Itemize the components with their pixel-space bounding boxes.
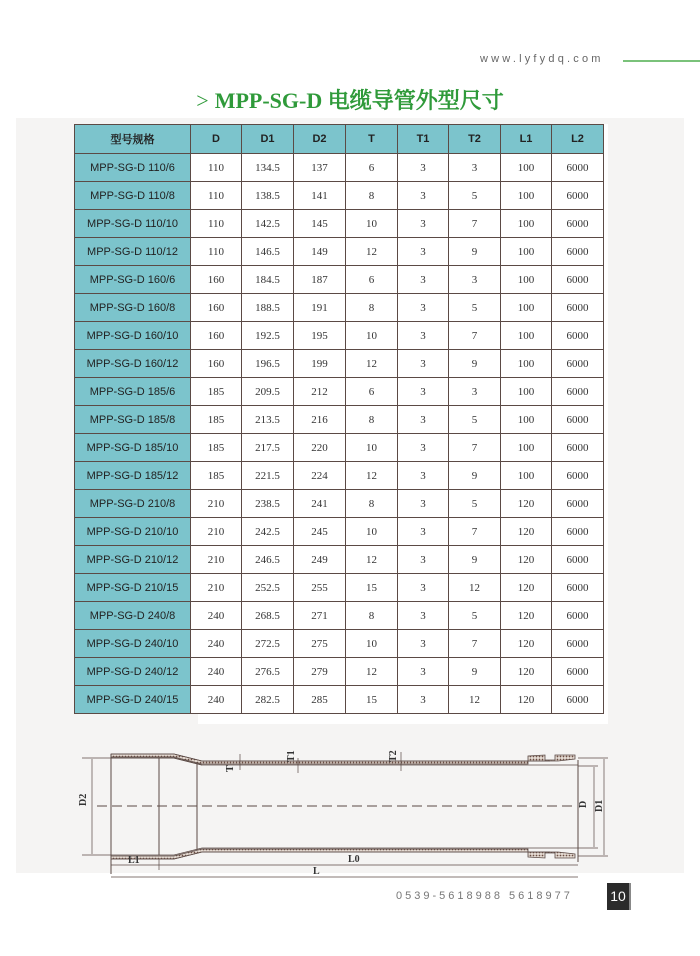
table-row — [75, 378, 604, 406]
value-cell: 3 — [398, 518, 449, 546]
column-header: D2 — [294, 125, 346, 154]
value-cell: 145 — [294, 210, 346, 238]
value-cell: 160 — [191, 350, 242, 378]
model-cell: MPP-SG-D 210/15 — [75, 574, 191, 602]
label-t: T — [225, 765, 236, 772]
value-cell: 8 — [346, 294, 398, 322]
page-title — [0, 84, 700, 115]
column-header: T — [346, 125, 398, 154]
model-cell: MPP-SG-D 160/8 — [75, 294, 191, 322]
model-cell: MPP-SG-D 240/8 — [75, 602, 191, 630]
value-cell: 120 — [501, 518, 552, 546]
value-cell: 110 — [191, 154, 242, 182]
model-cell: MPP-SG-D 185/10 — [75, 434, 191, 462]
value-cell: 7 — [449, 630, 501, 658]
value-cell: 110 — [191, 238, 242, 266]
value-cell: 100 — [501, 322, 552, 350]
model-cell: MPP-SG-D 160/6 — [75, 266, 191, 294]
value-cell: 185 — [191, 406, 242, 434]
value-cell: 3 — [398, 574, 449, 602]
table-row — [75, 434, 604, 462]
dimension-l0 — [159, 854, 578, 865]
table-row — [75, 546, 604, 574]
value-cell: 100 — [501, 378, 552, 406]
value-cell: 134.5 — [242, 154, 294, 182]
table-row — [75, 322, 604, 350]
table-row — [75, 490, 604, 518]
value-cell: 7 — [449, 434, 501, 462]
value-cell: 192.5 — [242, 322, 294, 350]
value-cell: 6000 — [552, 434, 604, 462]
column-header: L1 — [501, 125, 552, 154]
value-cell: 110 — [191, 210, 242, 238]
value-cell: 7 — [449, 322, 501, 350]
value-cell: 5 — [449, 294, 501, 322]
model-cell: MPP-SG-D 210/12 — [75, 546, 191, 574]
value-cell: 137 — [294, 154, 346, 182]
value-cell: 246.5 — [242, 546, 294, 574]
label-t2: T2 — [388, 750, 399, 762]
value-cell: 120 — [501, 574, 552, 602]
value-cell: 100 — [501, 406, 552, 434]
column-header: T2 — [449, 125, 501, 154]
value-cell: 12 — [346, 546, 398, 574]
table-row — [75, 154, 604, 182]
table-header-row — [75, 125, 604, 154]
value-cell: 15 — [346, 574, 398, 602]
value-cell: 10 — [346, 630, 398, 658]
table-row — [75, 350, 604, 378]
table-row — [75, 210, 604, 238]
column-header: D — [191, 125, 242, 154]
value-cell: 195 — [294, 322, 346, 350]
value-cell: 3 — [398, 686, 449, 714]
value-cell: 3 — [398, 490, 449, 518]
value-cell: 10 — [346, 434, 398, 462]
value-cell: 6 — [346, 266, 398, 294]
value-cell: 217.5 — [242, 434, 294, 462]
value-cell: 185 — [191, 434, 242, 462]
label-d2: D2 — [78, 793, 89, 806]
value-cell: 142.5 — [242, 210, 294, 238]
value-cell: 255 — [294, 574, 346, 602]
value-cell: 220 — [294, 434, 346, 462]
value-cell: 160 — [191, 322, 242, 350]
value-cell: 3 — [449, 266, 501, 294]
dimension-l — [111, 866, 578, 877]
value-cell: 199 — [294, 350, 346, 378]
value-cell: 216 — [294, 406, 346, 434]
label-l1: L1 — [128, 855, 140, 866]
value-cell: 6000 — [552, 518, 604, 546]
value-cell: 6000 — [552, 210, 604, 238]
value-cell: 3 — [398, 462, 449, 490]
label-d: D — [578, 800, 589, 808]
value-cell: 5 — [449, 182, 501, 210]
value-cell: 3 — [398, 322, 449, 350]
table-row — [75, 266, 604, 294]
pipe-wall-top — [111, 754, 578, 765]
value-cell: 6000 — [552, 378, 604, 406]
value-cell: 3 — [398, 378, 449, 406]
value-cell: 9 — [449, 238, 501, 266]
table-row — [75, 238, 604, 266]
value-cell: 6000 — [552, 322, 604, 350]
value-cell: 275 — [294, 630, 346, 658]
value-cell: 100 — [501, 462, 552, 490]
value-cell: 238.5 — [242, 490, 294, 518]
value-cell: 3 — [449, 378, 501, 406]
value-cell: 221.5 — [242, 462, 294, 490]
value-cell: 6000 — [552, 154, 604, 182]
model-cell: MPP-SG-D 240/15 — [75, 686, 191, 714]
value-cell: 209.5 — [242, 378, 294, 406]
value-cell: 6000 — [552, 602, 604, 630]
model-cell: MPP-SG-D 185/6 — [75, 378, 191, 406]
model-cell: MPP-SG-D 160/12 — [75, 350, 191, 378]
footer-phone: 0539-5618988 5618977 — [396, 890, 573, 902]
spec-table — [74, 124, 604, 714]
header-accent-line — [623, 60, 700, 62]
page-number: 10 — [607, 883, 631, 910]
table-body — [75, 154, 604, 714]
value-cell: 120 — [501, 490, 552, 518]
value-cell: 3 — [398, 154, 449, 182]
value-cell: 100 — [501, 434, 552, 462]
pipe-dimension-diagram — [70, 740, 610, 880]
value-cell: 10 — [346, 518, 398, 546]
value-cell: 240 — [191, 658, 242, 686]
value-cell: 141 — [294, 182, 346, 210]
model-cell: MPP-SG-D 210/10 — [75, 518, 191, 546]
value-cell: 3 — [398, 350, 449, 378]
value-cell: 282.5 — [242, 686, 294, 714]
table-row — [75, 602, 604, 630]
label-l0: L0 — [348, 854, 360, 865]
value-cell: 120 — [501, 686, 552, 714]
value-cell: 7 — [449, 210, 501, 238]
model-cell: MPP-SG-D 160/10 — [75, 322, 191, 350]
label-d1: D1 — [594, 799, 605, 812]
table-row — [75, 658, 604, 686]
pipe-wall-bottom — [111, 848, 578, 859]
value-cell: 12 — [449, 686, 501, 714]
value-cell: 12 — [346, 238, 398, 266]
value-cell: 6 — [346, 154, 398, 182]
value-cell: 12 — [346, 658, 398, 686]
value-cell: 100 — [501, 182, 552, 210]
value-cell: 100 — [501, 266, 552, 294]
value-cell: 196.5 — [242, 350, 294, 378]
value-cell: 120 — [501, 630, 552, 658]
value-cell: 6000 — [552, 294, 604, 322]
value-cell: 12 — [346, 462, 398, 490]
value-cell: 160 — [191, 294, 242, 322]
value-cell: 224 — [294, 462, 346, 490]
value-cell: 100 — [501, 154, 552, 182]
value-cell: 210 — [191, 546, 242, 574]
label-t1: T1 — [286, 750, 297, 762]
value-cell: 120 — [501, 658, 552, 686]
model-cell: MPP-SG-D 185/8 — [75, 406, 191, 434]
value-cell: 3 — [398, 182, 449, 210]
model-cell: MPP-SG-D 240/10 — [75, 630, 191, 658]
value-cell: 3 — [398, 210, 449, 238]
table-row — [75, 182, 604, 210]
value-cell: 271 — [294, 602, 346, 630]
value-cell: 3 — [398, 406, 449, 434]
value-cell: 15 — [346, 686, 398, 714]
value-cell: 6000 — [552, 238, 604, 266]
value-cell: 210 — [191, 490, 242, 518]
value-cell: 185 — [191, 378, 242, 406]
value-cell: 184.5 — [242, 266, 294, 294]
value-cell: 160 — [191, 266, 242, 294]
value-cell: 185 — [191, 462, 242, 490]
value-cell: 100 — [501, 238, 552, 266]
value-cell: 100 — [501, 210, 552, 238]
value-cell: 241 — [294, 490, 346, 518]
value-cell: 3 — [398, 266, 449, 294]
value-cell: 100 — [501, 350, 552, 378]
table-row — [75, 462, 604, 490]
value-cell: 6000 — [552, 686, 604, 714]
value-cell: 3 — [398, 294, 449, 322]
value-cell: 8 — [346, 602, 398, 630]
model-cell: MPP-SG-D 185/12 — [75, 462, 191, 490]
value-cell: 279 — [294, 658, 346, 686]
value-cell: 268.5 — [242, 602, 294, 630]
value-cell: 276.5 — [242, 658, 294, 686]
table-row — [75, 518, 604, 546]
value-cell: 240 — [191, 630, 242, 658]
value-cell: 6000 — [552, 462, 604, 490]
value-cell: 10 — [346, 322, 398, 350]
value-cell: 212 — [294, 378, 346, 406]
model-cell: MPP-SG-D 210/8 — [75, 490, 191, 518]
value-cell: 12 — [346, 350, 398, 378]
value-cell: 3 — [398, 546, 449, 574]
value-cell: 9 — [449, 658, 501, 686]
value-cell: 3 — [449, 154, 501, 182]
value-cell: 120 — [501, 546, 552, 574]
dimension-t1 — [286, 750, 298, 773]
value-cell: 10 — [346, 210, 398, 238]
model-cell: MPP-SG-D 110/8 — [75, 182, 191, 210]
value-cell: 6000 — [552, 490, 604, 518]
value-cell: 6000 — [552, 658, 604, 686]
value-cell: 6000 — [552, 574, 604, 602]
table-row — [75, 574, 604, 602]
value-cell: 5 — [449, 406, 501, 434]
table-row — [75, 406, 604, 434]
value-cell: 9 — [449, 462, 501, 490]
column-header: D1 — [242, 125, 294, 154]
page-title-text: MPP-SG-D 电缆导管外型尺寸 — [214, 88, 504, 113]
value-cell: 6 — [346, 378, 398, 406]
value-cell: 210 — [191, 518, 242, 546]
value-cell: 8 — [346, 182, 398, 210]
value-cell: 240 — [191, 602, 242, 630]
value-cell: 210 — [191, 574, 242, 602]
value-cell: 6000 — [552, 630, 604, 658]
value-cell: 187 — [294, 266, 346, 294]
value-cell: 6000 — [552, 266, 604, 294]
table-row — [75, 686, 604, 714]
value-cell: 120 — [501, 602, 552, 630]
value-cell: 6000 — [552, 350, 604, 378]
table-row — [75, 630, 604, 658]
label-l: L — [313, 866, 320, 877]
value-cell: 6000 — [552, 182, 604, 210]
value-cell: 7 — [449, 518, 501, 546]
value-cell: 6000 — [552, 546, 604, 574]
value-cell: 272.5 — [242, 630, 294, 658]
value-cell: 285 — [294, 686, 346, 714]
value-cell: 191 — [294, 294, 346, 322]
model-cell: MPP-SG-D 110/6 — [75, 154, 191, 182]
model-cell: MPP-SG-D 110/12 — [75, 238, 191, 266]
column-header: 型号规格 — [75, 125, 191, 154]
value-cell: 8 — [346, 490, 398, 518]
value-cell: 110 — [191, 182, 242, 210]
column-header: L2 — [552, 125, 604, 154]
model-cell: MPP-SG-D 110/10 — [75, 210, 191, 238]
title-arrow-icon: > — [196, 88, 209, 113]
value-cell: 3 — [398, 658, 449, 686]
value-cell: 12 — [449, 574, 501, 602]
value-cell: 188.5 — [242, 294, 294, 322]
value-cell: 9 — [449, 546, 501, 574]
model-cell: MPP-SG-D 240/12 — [75, 658, 191, 686]
value-cell: 138.5 — [242, 182, 294, 210]
value-cell: 242.5 — [242, 518, 294, 546]
value-cell: 5 — [449, 602, 501, 630]
value-cell: 3 — [398, 602, 449, 630]
value-cell: 3 — [398, 630, 449, 658]
column-header: T1 — [398, 125, 449, 154]
value-cell: 240 — [191, 686, 242, 714]
value-cell: 3 — [398, 434, 449, 462]
value-cell: 213.5 — [242, 406, 294, 434]
table-row — [75, 294, 604, 322]
value-cell: 8 — [346, 406, 398, 434]
value-cell: 5 — [449, 490, 501, 518]
value-cell: 6000 — [552, 406, 604, 434]
value-cell: 149 — [294, 238, 346, 266]
website-url: www.lyfydq.com — [480, 53, 604, 65]
value-cell: 100 — [501, 294, 552, 322]
value-cell: 9 — [449, 350, 501, 378]
value-cell: 3 — [398, 238, 449, 266]
value-cell: 249 — [294, 546, 346, 574]
value-cell: 245 — [294, 518, 346, 546]
value-cell: 252.5 — [242, 574, 294, 602]
value-cell: 146.5 — [242, 238, 294, 266]
